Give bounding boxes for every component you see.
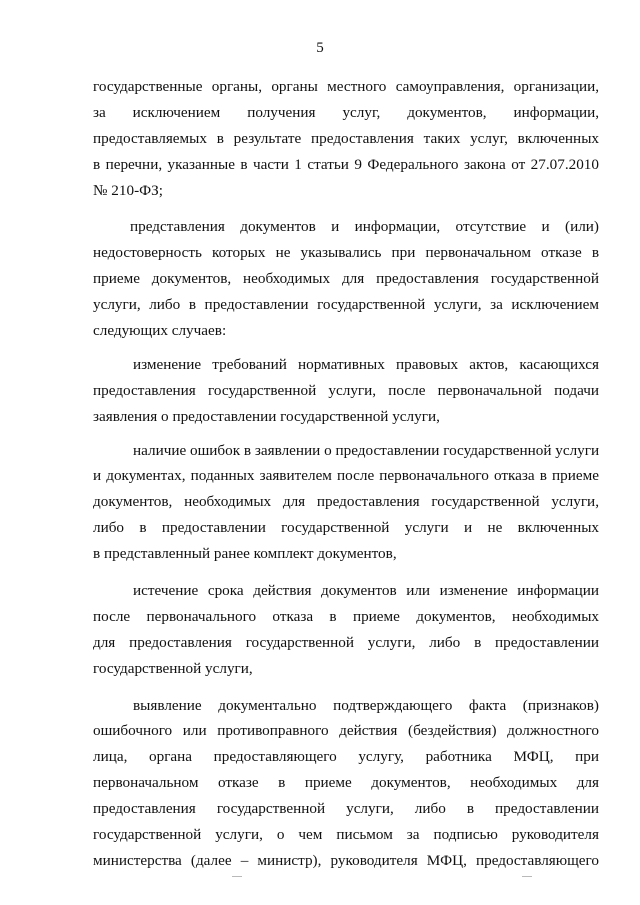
paragraph-2 [93,214,599,343]
paragraph-6 [93,693,599,874]
text-line: документов, необходимых для предоставления государственной услуги, [93,493,599,511]
text-line: № 210-ФЗ; [93,181,163,199]
text-line: государственной услуги, о чем письмом за подписью руководителя [93,826,599,844]
scan-mark [232,876,242,877]
paragraph-1 [93,74,599,203]
text-line: следующих случаев: [93,322,227,340]
text-line: либо в предоставлении государственной услуги и не включенных [93,519,599,537]
text-line: истечение срока действия документов или изменение информации [133,582,599,600]
text-line: приеме документов, необходимых для предоставления государственной [93,270,599,288]
text-line: изменение требований нормативных правовых актов, касающихся [133,355,599,373]
text-line: ошибочного или противоправного действия (бездействия) должностного [93,722,599,740]
text-line: предоставления государственной услуги, либо в предоставлении [93,800,599,818]
text-line: за исключением получения услуг, документов, информации, [93,103,599,121]
text-line: предоставления государственной услуги, после первоначальной подачи [93,381,599,399]
page-number: 5 [316,40,324,56]
text-line: государственной услуги, [93,659,253,677]
paragraph-3 [93,352,599,430]
text-line: после первоначального отказа в приеме документов, необходимых [93,607,599,625]
text-line: представления документов и информации, отсутствие и (или) [130,218,599,236]
paragraph-4 [93,438,599,567]
text-line: заявления о предоставлении государственной услуги, [93,407,440,425]
text-line: для предоставления государственной услуги, либо в предоставлении [93,633,599,651]
text-line: услуги, либо в предоставлении государственной услуги, за исключением [93,296,599,314]
text-line: в представленный ранее комплект документов, [93,545,397,563]
text-line: министерства (далее – министр), руководителя МФЦ, предоставляющего [93,851,599,869]
text-line: выявление документально подтверждающего факта (признаков) [133,696,599,714]
text-line: в перечни, указанные в части 1 статьи 9 Федерального закона от 27.07.2010 [93,155,599,173]
text-line: государственные органы, органы местного самоуправления, организации, [93,78,599,95]
text-line: первоначальном отказе в приеме документов, необходимых для [93,774,599,792]
scan-mark [522,876,532,877]
text-line: лица, органа предоставляющего услугу, работника МФЦ, при [93,748,599,766]
text-line: недостоверность которых не указывались при первоначальном отказе в [93,244,599,262]
text-line: наличие ошибок в заявлении о предоставлении государственной услуги [133,441,600,459]
text-line: предоставляемых в результате предоставления таких услуг, включенных [93,129,599,147]
document-body [93,74,599,874]
paragraph-5 [93,578,599,682]
text-line: и документах, поданных заявителем после первоначального отказа в приеме [93,467,599,485]
